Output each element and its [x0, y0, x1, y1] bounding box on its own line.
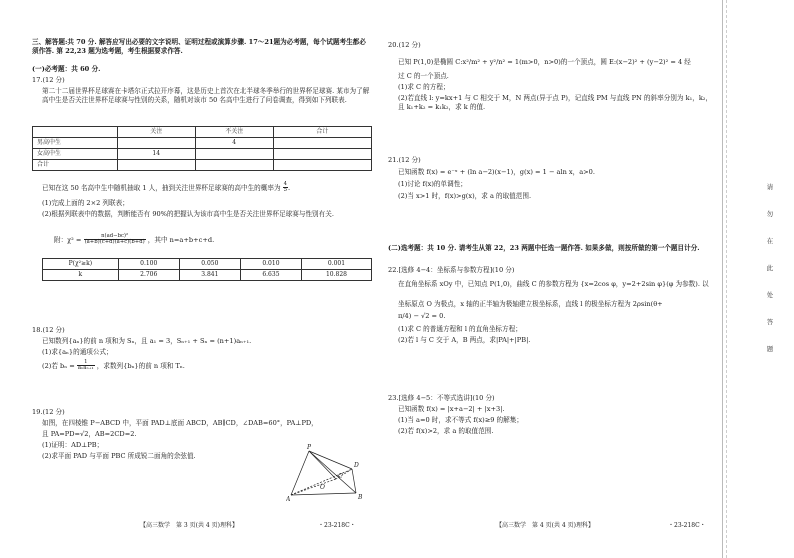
q17-probability [32, 182, 372, 194]
q20-line1 [388, 58, 718, 67]
table-cell: P(χ²≥k) [43, 259, 119, 270]
q18-part2-suffix: ，求数列{bₙ}的前 n 项和 Tₙ. [96, 361, 185, 370]
q23-part2: (2)若 f(x)>2，求 a 的取值范围. [398, 427, 494, 435]
formula-prefix: 附：χ² = [54, 235, 82, 244]
edge-PB [309, 451, 356, 493]
fraction-denominator: 5 [283, 187, 288, 194]
table-cell [195, 160, 273, 171]
q20-part1: (1)求 C 的方程； [398, 83, 450, 91]
vertex-P-label: P [307, 444, 312, 451]
footer-right-code: ・23-218C・ [668, 522, 706, 529]
q17-part2: (2)根据列联表中的数据，判断能否有 90%的把握认为该市高中生是否关注世界杯足球赛与性别有关. [42, 210, 334, 218]
q17-formula [32, 234, 372, 246]
point-O-label: O [320, 484, 325, 491]
vertex-C-label: C [338, 473, 343, 480]
q20-number: 20.(12 分) [388, 41, 421, 49]
edge-BD [352, 469, 356, 493]
footer-right-page-info: 【高三数学 第 4 页(共 4 页)理科】 [496, 522, 594, 529]
table-cell: 0.010 [240, 259, 301, 270]
table-row [43, 259, 372, 270]
side-char: 题 [766, 345, 774, 353]
fraction-numerator: 4 [283, 181, 288, 187]
table-cell [33, 127, 118, 138]
q17-contingency-table [32, 126, 372, 171]
table-row [33, 138, 372, 149]
vertex-D-label: D [354, 462, 359, 469]
q22-part1: (1)求 C 的普通方程和 l 的直角坐标方程； [398, 325, 522, 333]
table-row [33, 149, 372, 160]
q22-part2: (2)若 l 与 C 交于 A，B 两点，求|PA|+|PB|. [398, 336, 531, 344]
fraction-numerator: n(ad−bc)² [84, 234, 146, 240]
table-cell: 不关注 [195, 127, 273, 138]
q21-part1: (1)讨论 f(x)的单调性； [398, 180, 467, 188]
table-cell [117, 138, 195, 149]
q20-line1-rest: x²/m² + y²/n² = 1(m>0，n>0)的一个顶点，圆 E:(x−2)² + (y−2)² = 4 经 [462, 58, 691, 66]
q17-prob-text: 已知在这 50 名高中生中随机抽取 1 人，抽到关注世界杯足球赛的高中生的概率为 [42, 183, 281, 192]
vertex-A-label: A [286, 496, 291, 503]
formula-suffix: ，其中 n=a+b+c+d. [147, 235, 215, 244]
pyramid-figure [286, 443, 366, 505]
table-cell [195, 149, 273, 160]
table-cell: 男高中生 [33, 138, 118, 149]
q22-number: 22.[选修 4−4：坐标系与参数方程](10 分) [388, 266, 515, 274]
table-cell: 2.706 [118, 270, 179, 281]
fraction-denominator: (a+b)(c+d)(a+c)(b+d) [84, 239, 145, 246]
q21-part2: (2)当 x>1 时，f(x)>g(x)，求 a 的取值范围. [398, 192, 532, 200]
table-cell: 女高中生 [33, 149, 118, 160]
q20-line1-prefix: 已知 P(1,0)是椭圆 C: [398, 58, 463, 66]
q19-text-line2: 且 PA=PD=√2，AB=2CD=2. [42, 430, 137, 438]
table-cell [117, 160, 195, 171]
table-cell: 0.001 [301, 259, 371, 270]
side-char: 在 [766, 237, 774, 245]
edge-AC [291, 479, 336, 495]
q17-part1: (1)完成上面的 2×2 列联表； [42, 199, 129, 207]
q18-text: 已知数列{aₙ}的前 n 项和为 Sₙ，且 a₁ = 3，Sₙ₊₁ + Sₙ = (n+1)aₙ₊₁. [42, 337, 252, 345]
section3-header: 三、解答题:共 70 分. 解答应写出必要的文字说明、证明过程或演算步骤. 17～21题为必考题，每个试题考生都必须作答. 第 22,23 题为选考题，考生根据要求作答. [32, 38, 366, 55]
q23-part1: (1)当 a=0 时，求不等式 f(x)≥9 的解集； [398, 416, 523, 424]
side-char: 勿 [766, 210, 774, 218]
table-cell [273, 149, 371, 160]
vertex-B-label: B [358, 494, 363, 501]
edge-PD [309, 451, 352, 469]
q19-part2: (2)求平面 PAD 与平面 PBC 所成锐二面角的余弦值. [42, 452, 196, 460]
q17-critical-value-table [42, 258, 372, 281]
side-char: 此 [766, 264, 774, 272]
edge-AB [291, 493, 356, 495]
table-cell: 关注 [117, 127, 195, 138]
table-cell: 0.100 [118, 259, 179, 270]
formula-fraction [84, 234, 146, 246]
q18-fraction [77, 360, 95, 372]
q18-part2 [32, 360, 372, 372]
table-row [33, 127, 372, 138]
side-char: 答 [766, 318, 774, 326]
table-cell: k [43, 270, 119, 281]
q22-text-line1: 在直角坐标系 xOy 中，已知点 P(1,0)，曲线 C 的参数方程为 {x=2cos φ，y=2+2sin φ}(φ 为参数). 以 [398, 280, 709, 288]
q17-prob-end: . [288, 183, 291, 192]
q19-part1: (1)证明：AD⊥PB； [42, 441, 104, 449]
compulsory-header: (一)必考题：共 60 分. [32, 65, 101, 73]
footer-left-page-info: 【高三数学 第 3 页(共 4 页)理科】 [140, 522, 238, 529]
q23-number: 23.[选修 4−5：不等式选讲](10 分) [388, 394, 495, 402]
q18-number: 18.(12 分) [32, 326, 65, 334]
table-cell [273, 138, 371, 149]
q20-part2: (2)若直线 l: y=kx+1 与 C 相交于 M，N 两点(异于点 P)，记直线 PM 与直线 PN 的斜率分别为 k₁，k₂，且 k₁+k₂ = k₁k₂，求 k 的值. [398, 94, 713, 111]
q17-number: 17.(12 分) [32, 76, 65, 84]
table-cell: 合计 [273, 127, 371, 138]
table-row [33, 160, 372, 171]
table-cell [273, 160, 371, 171]
fraction-denominator: aₙaₙ₊₁ [77, 365, 94, 372]
table-row [43, 270, 372, 281]
binding-dashed-line [726, 0, 727, 558]
q20-line2: 过 C 的一个顶点. [398, 72, 449, 80]
side-char: 处 [766, 291, 774, 299]
edge-PC [309, 451, 336, 479]
q22-text-line2: 坐标原点 O 为极点，x 轴的正半轴为极轴建立极坐标系，直线 l 的极坐标方程为 2ρsin(θ+ [398, 300, 663, 308]
fraction-numerator: 1 [77, 360, 95, 366]
table-cell: 14 [117, 149, 195, 160]
q18-part2-prefix: (2)若 bₙ = [42, 361, 75, 370]
table-cell: 6.635 [240, 270, 301, 281]
edge-PA [291, 451, 309, 495]
table-cell: 4 [195, 138, 273, 149]
table-cell: 合计 [33, 160, 118, 171]
q21-text: 已知函数 f(x) = e⁻ˣ + (ln a−2)(x−1)，g(x) = 1 − aln x，a>0. [398, 168, 595, 176]
q19-number: 19.(12 分) [32, 408, 65, 416]
table-cell: 0.050 [179, 259, 240, 270]
q18-part1: (1)求{aₙ}的通项公式； [42, 348, 113, 356]
side-char: 请 [766, 183, 774, 191]
table-cell: 3.841 [179, 270, 240, 281]
footer-left-code: ・23-218C・ [318, 522, 356, 529]
q21-number: 21.(12 分) [388, 156, 421, 164]
q22-text-line3: π/4) − √2 = 0. [398, 312, 446, 320]
table-cell: 10.828 [301, 270, 371, 281]
q17-text: 第二十二届世界杯足球赛在卡塔尔正式拉开序幕，这是历史上首次在北半球冬季举行的世界杯足球赛. 某市为了解高中生是否关注世界杯足球赛与性别的关系，随机对该市 50 名高中生进行了问卷调查，得到如下列联表. [42, 87, 370, 104]
optional-header: (二)选考题：共 10 分. 请考生从第 22，23 两题中任选一题作答. 如果多做，则按所做的第一个题目计分. [388, 244, 700, 252]
binding-margin [722, 0, 794, 558]
q23-text: 已知函数 f(x) = |x+a−2| + |x+3|. [398, 405, 505, 413]
q19-text-line1: 如图，在四棱锥 P−ABCD 中，平面 PAD⊥底面 ABCD，AB∥CD，∠DAB=60°，PA⊥PD， [42, 419, 318, 427]
